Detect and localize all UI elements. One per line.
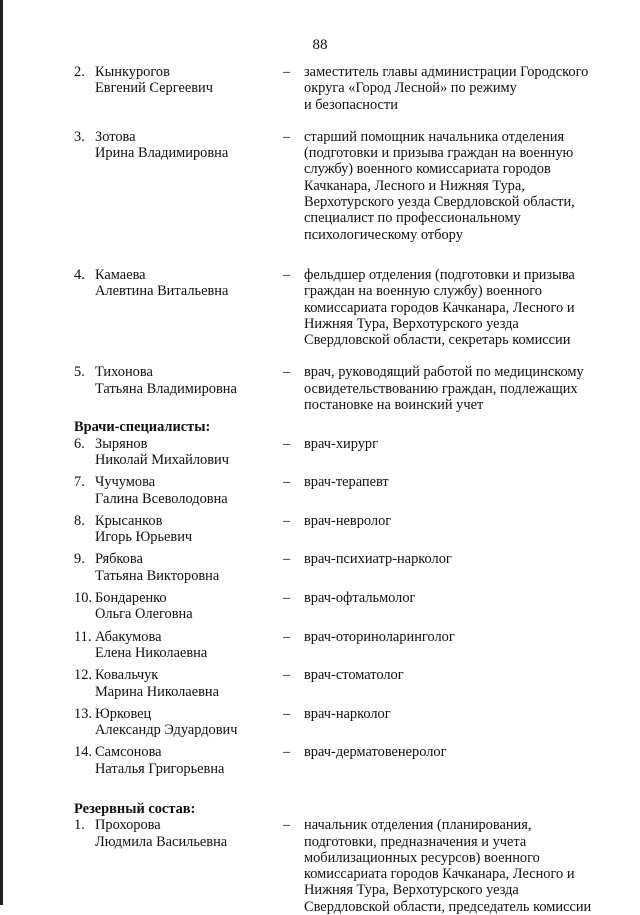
position-line: и безопасности (304, 96, 398, 113)
position-line: врач-дерматовенеролог (304, 744, 447, 761)
person-position (304, 513, 624, 529)
position-line: врач-терапевт (304, 474, 389, 491)
dash-separator: – (283, 667, 291, 684)
person-name-line: Прохорова (95, 817, 161, 834)
position-line: заместитель главы администрации Городского (304, 64, 589, 80)
position-line: комиссариата городов Качканара, Лесного и (304, 299, 575, 316)
person-name-line: Татьяна Владимировна (95, 380, 237, 397)
person-name (95, 817, 283, 850)
dash-separator: – (283, 266, 291, 283)
person-name (95, 629, 283, 662)
person-name-line: Ирина Владимировна (95, 145, 229, 162)
position-line: психологическому отбору (304, 226, 463, 243)
reserve-section-title: Резервный состав: (74, 800, 196, 817)
position-line: службу) военного комиссариата городов (304, 161, 551, 178)
list-item (74, 667, 614, 700)
person-name (95, 64, 283, 97)
document-content (74, 64, 614, 915)
person-name (95, 667, 283, 700)
position-line: врач, руководящий работой по медицинскому (304, 364, 584, 381)
position-line: фельдшер отделения (подготовки и призыва (304, 266, 575, 283)
dash-separator: – (283, 551, 291, 568)
list-item (74, 64, 614, 113)
position-line: постановке на воинский учет (304, 397, 484, 414)
list-item (74, 129, 614, 243)
position-line: граждан на военную службу) военного (304, 283, 542, 300)
person-name-line: Крысанков (95, 512, 163, 529)
person-name (95, 513, 283, 546)
list-item (74, 513, 614, 546)
position-line: комиссариата городов Качканара, Лесного и (304, 866, 575, 883)
person-name (95, 551, 283, 584)
person-name-line: Галина Всеволодовна (95, 490, 228, 507)
person-position (304, 64, 624, 113)
item-number: 6. (74, 435, 85, 452)
item-number: 2. (74, 64, 85, 80)
person-name (95, 706, 283, 739)
person-name-line: Алевтина Витальевна (95, 283, 229, 300)
item-number: 13. (74, 705, 92, 722)
position-line: врач-нарколог (304, 705, 391, 722)
item-number: 9. (74, 551, 85, 568)
person-position (304, 474, 624, 490)
position-line: Свердловской области, секретарь комиссии (304, 332, 571, 349)
person-name (95, 129, 283, 162)
list-item (74, 744, 614, 777)
position-line: подготовки, предназначения и учета (304, 833, 527, 850)
person-position (304, 590, 624, 606)
person-name-line: Зырянов (95, 435, 148, 452)
person-position (304, 129, 624, 243)
dash-separator: – (283, 64, 291, 80)
position-line: врач-невролог (304, 512, 392, 529)
person-name-line: Людмила Васильевна (95, 833, 228, 850)
item-number: 12. (74, 667, 92, 684)
item-number: 14. (74, 744, 92, 761)
person-name-line: Абакумова (95, 628, 162, 645)
dash-separator: – (283, 817, 291, 834)
person-name-line: Юрковец (95, 705, 152, 722)
item-number: 4. (74, 266, 85, 283)
position-line: Нижняя Тура, Верхотурского уезда (304, 315, 519, 332)
list-item (74, 817, 614, 915)
position-line: округа «Город Лесной» по режиму (304, 80, 517, 97)
dash-separator: – (283, 474, 291, 491)
person-position (304, 706, 624, 722)
list-item (74, 436, 614, 469)
dash-separator: – (283, 364, 291, 381)
dash-separator: – (283, 128, 291, 145)
person-name-line: Александр Эдуардович (95, 722, 238, 739)
person-name-line: Рябкова (95, 551, 143, 568)
position-line: врач-хирург (304, 435, 379, 452)
dash-separator: – (283, 744, 291, 761)
list-item (74, 706, 614, 739)
person-name-line: Кынкурогов (95, 64, 170, 80)
person-name-line: Зотова (95, 128, 136, 145)
position-line: начальник отделения (планирования, (304, 817, 532, 834)
list-item (74, 364, 614, 413)
position-line: Качканара, Лесного и Нижняя Тура, (304, 177, 525, 194)
list-item (74, 629, 614, 662)
person-name-line: Ольга Олеговна (95, 606, 193, 623)
person-name (95, 474, 283, 507)
position-line: Верхотурского уезда Свердловской области, (304, 194, 575, 211)
dash-separator: – (283, 628, 291, 645)
person-name-line: Ковальчук (95, 667, 159, 684)
list-item (74, 474, 614, 507)
person-name-line: Николай Михайлович (95, 451, 229, 468)
position-line: старший помощник начальника отделения (304, 128, 565, 145)
item-number: 8. (74, 512, 85, 529)
dash-separator: – (283, 590, 291, 607)
person-name-line: Бондаренко (95, 590, 167, 607)
position-line: освидетельствованию граждан, подлежащих (304, 380, 578, 397)
doctors-section-title: Врачи-специалисты: (74, 419, 211, 436)
person-name (95, 744, 283, 777)
person-name-line: Игорь Юрьевич (95, 529, 193, 546)
person-name-line: Татьяна Викторовна (95, 567, 220, 584)
person-position (304, 551, 624, 567)
list-item (74, 590, 614, 623)
person-name (95, 436, 283, 469)
position-line: Свердловской области, председатель комиссии (304, 898, 592, 915)
position-line: специалист по профессиональному (304, 210, 521, 227)
item-number: 5. (74, 364, 85, 381)
item-number: 10. (74, 590, 92, 607)
item-number: 11. (74, 628, 92, 645)
person-name-line: Камаева (95, 266, 146, 283)
person-position (304, 436, 624, 452)
position-line: врач-оториноларинголог (304, 628, 455, 645)
dash-separator: – (283, 435, 291, 452)
list-item (74, 267, 614, 348)
person-position (304, 667, 624, 683)
list-item (74, 551, 614, 584)
person-name (95, 364, 283, 397)
person-position (304, 629, 624, 645)
position-line: врач-офтальмолог (304, 590, 416, 607)
item-number: 3. (74, 128, 85, 145)
dash-separator: – (283, 705, 291, 722)
person-name (95, 590, 283, 623)
position-line: врач-психиатр-нарколог (304, 551, 452, 568)
person-name-line: Тихонова (95, 364, 153, 381)
person-name (95, 267, 283, 300)
person-position (304, 267, 624, 348)
person-name-line: Евгений Сергеевич (95, 80, 213, 97)
position-line: мобилизационных ресурсов) военного (304, 849, 540, 866)
doctors-list (74, 436, 614, 777)
person-name-line: Елена Николаевна (95, 644, 208, 661)
page-number: 88 (312, 37, 328, 53)
person-name-line: Самсонова (95, 744, 162, 761)
person-name-line: Марина Николаевна (95, 683, 219, 700)
person-name-line: Наталья Григорьевна (95, 760, 225, 777)
item-number: 7. (74, 474, 85, 491)
position-line: Нижняя Тура, Верхотурского уезда (304, 882, 519, 899)
position-line: врач-стоматолог (304, 667, 404, 684)
person-name-line: Чучумова (95, 474, 156, 491)
person-position (304, 817, 624, 915)
person-position (304, 364, 624, 413)
item-number: 1. (74, 817, 85, 834)
dash-separator: – (283, 512, 291, 529)
person-position (304, 744, 624, 760)
position-line: (подготовки и призыва граждан на военную (304, 145, 574, 162)
reserve-list (74, 817, 614, 915)
members-list (74, 64, 614, 413)
